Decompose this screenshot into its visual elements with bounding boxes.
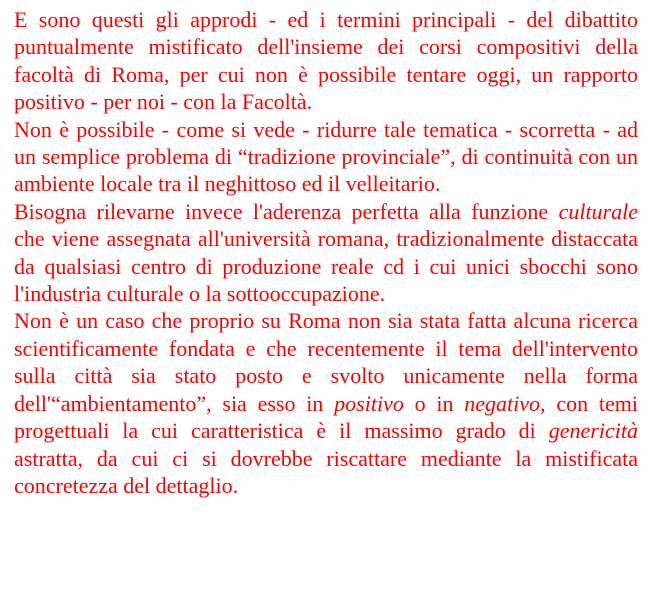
paragraph-1 — [14, 6, 638, 116]
paragraph-text: astratta, da cui ci si dovrebbe riscattare mediante la mistificata concretezza del dettaglio. — [14, 445, 638, 498]
paragraph-text: con temi progettuali la cui caratteristica è il massimo grado di — [14, 390, 638, 444]
paragraph-text: E sono questi gli approdi - ed i termini principali - del dibattito puntualmente mistificato dell'insieme dei corsi compositivi della facoltà di Roma, per cui non è possibile tentare oggi, un rapporto positivo - per noi - con la Facoltà. — [14, 7, 638, 115]
italic-text: genericità — [548, 418, 638, 444]
paragraph-text: che viene assegnata all'università romana, tradizionalmente distaccata da qualsiasi centro di produzione reale cd i cui unici sbocchi sono l'industria culturale o la sottooccupazione. — [14, 226, 638, 307]
document-body — [14, 6, 638, 499]
paragraph-text: Non è possibile - come si vede - ridurre tale tematica - scorretta - ad un semplice problema di “tradizione provinciale”, di continuità con un ambiente locale tra il neghittoso ed il velleitario. — [14, 116, 638, 197]
italic-text: culturale — [558, 198, 638, 224]
paragraph-text: Bisogna rilevarne invece l'aderenza perfetta alla funzione — [14, 198, 559, 224]
paragraph-text: o in — [403, 390, 465, 416]
italic-text: positivo — [334, 390, 404, 416]
paragraph-3 — [14, 198, 638, 308]
paragraph-2 — [14, 116, 638, 198]
paragraph-text: Non è un caso che proprio su Roma non sia stata fatta alcuna ricerca scientificamente fondata e che recentemente il tema dell'intervento sulla città sia stato posto e svolto unicamente nella forma dell'“ambientamento”, sia esso in — [14, 308, 638, 416]
italic-text: negativo, — [464, 390, 546, 416]
paragraph-4 — [14, 307, 638, 499]
